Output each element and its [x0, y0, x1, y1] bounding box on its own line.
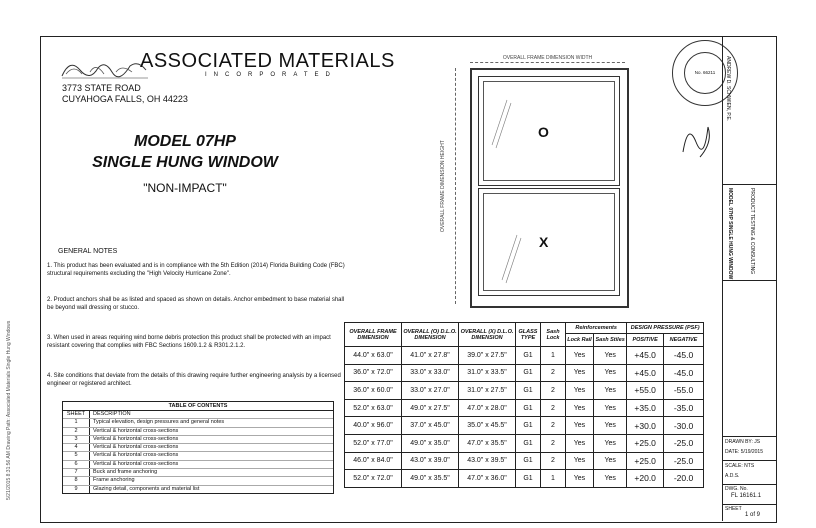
cell: 52.0" x 63.0" [345, 399, 402, 417]
table-row [345, 364, 704, 382]
side-drawing-path: 5/21/2015 8:31:56 AM Drawing Path: Associated Materials Single Hung Windows [6, 320, 12, 500]
cell: 44.0" x 63.0" [345, 347, 402, 365]
cell: Yes [593, 399, 626, 417]
cell: Yes [593, 434, 626, 452]
cell-negative: -20.0 [664, 470, 704, 488]
toc-sheet-no: 6 [63, 461, 90, 468]
table-row [345, 347, 704, 365]
sheet-label: SHEET [725, 506, 742, 512]
cell: G1 [516, 452, 541, 470]
cell: 49.0" x 35.0" [402, 434, 459, 452]
sheet-value: 1 of 9 [745, 512, 761, 518]
toc-row [63, 444, 333, 452]
col-reinforcements: Reinforcements [566, 323, 627, 334]
window-elevation [470, 68, 629, 308]
toc-sheet-no: 7 [63, 469, 90, 476]
cell: Yes [593, 364, 626, 382]
toc-description: Vertical & horizontal cross-sections [93, 452, 179, 459]
cell: 52.0" x 77.0" [345, 434, 402, 452]
toc-row [63, 428, 333, 436]
col-positive: POSITIVE [627, 334, 664, 347]
cell: G1 [516, 417, 541, 435]
height-dimension-label: OVERALL FRAME DIMENSION HEIGHT [440, 140, 446, 232]
cell-positive: +20.0 [627, 470, 664, 488]
address-line-2: CUYAHOGA FALLS, OH 44223 [62, 94, 188, 104]
general-note-1: 1. This product has been evaluated and is in compliance with the 5th Edition (2014) Florida Building Code (FBC) structural requirements excluding the "High Velocity Hurricane Zone". [47, 263, 345, 277]
project-title: MODEL 07HP SINGLE HUNG WINDOW [727, 188, 733, 280]
toc-row [63, 461, 333, 469]
col-negative: NEGATIVE [664, 334, 704, 347]
signature-initials: A.D.S. [725, 473, 740, 479]
company-logo-icon [60, 50, 150, 80]
company-subtitle: INCORPORATED [205, 72, 337, 78]
cell-positive: +30.0 [627, 417, 664, 435]
toc-sheet-no: 9 [63, 486, 90, 493]
cell: 33.0" x 33.0" [402, 364, 459, 382]
toc-header-description: DESCRIPTION [93, 411, 131, 417]
toc-description: Glazing detail, components and material list [93, 485, 200, 492]
cell: Yes [593, 417, 626, 435]
cell: G1 [516, 364, 541, 382]
cell: Yes [566, 417, 594, 435]
toc-header-sheet: SHEET [63, 411, 90, 418]
model-title: MODEL 07HP [134, 133, 236, 150]
cell: 47.0" x 36.0" [459, 470, 516, 488]
cell: 2 [541, 364, 566, 382]
cell: 43.0" x 39.0" [402, 452, 459, 470]
col-sash-stiles: Sash Stiles [593, 334, 626, 347]
cell-negative: -25.0 [664, 452, 704, 470]
cell-positive: +45.0 [627, 347, 664, 365]
cell: 52.0" x 72.0" [345, 470, 402, 488]
cell: 41.0" x 27.8" [402, 347, 459, 365]
toc-description: Buck and frame anchoring [93, 469, 158, 476]
cell: Yes [566, 434, 594, 452]
cell: Yes [566, 399, 594, 417]
cell: 1 [541, 470, 566, 488]
table-row [345, 470, 704, 488]
signature-icon [678, 112, 718, 162]
cell: Yes [593, 470, 626, 488]
cell: 40.0" x 96.0" [345, 417, 402, 435]
col-o-dlo: OVERALL (O) D.L.O. DIMENSION [402, 323, 459, 347]
col-design-pressure: DESIGN PRESSURE (PSF) [627, 323, 704, 334]
width-dimension-label: OVERALL FRAME DIMENSION WIDTH [502, 55, 593, 61]
cell: 47.0" x 28.0" [459, 399, 516, 417]
toc-row [63, 469, 333, 477]
cell: 31.0" x 33.5" [459, 364, 516, 382]
cell: G1 [516, 347, 541, 365]
table-row [345, 399, 704, 417]
toc-sheet-no: 5 [63, 452, 90, 459]
firm-name: PRODUCT TESTING & CONSULTING [749, 188, 755, 275]
title-block-divider [723, 280, 776, 281]
cell: 2 [541, 417, 566, 435]
cell: 36.0" x 72.0" [345, 364, 402, 382]
title-block [722, 36, 776, 521]
title-block-divider [723, 436, 776, 437]
cell-positive: +25.0 [627, 452, 664, 470]
cell: 33.0" x 27.0" [402, 382, 459, 400]
cell: 37.0" x 45.0" [402, 417, 459, 435]
height-dimension-line [455, 68, 456, 304]
drawn-by: DRAWN BY: JS [725, 439, 761, 445]
cell: Yes [566, 452, 594, 470]
impact-rating: "NON-IMPACT" [143, 181, 227, 195]
operable-sash-label: X [539, 234, 549, 250]
toc-description: Vertical & horizontal cross-sections [93, 444, 179, 451]
drawing-scale: SCALE: NTS [725, 463, 755, 469]
toc-sheet-no: 1 [63, 419, 90, 426]
cell: G1 [516, 434, 541, 452]
cell: 2 [541, 434, 566, 452]
engineer-name: ANDREW D. SCHWIEN, P.E. [725, 56, 731, 122]
drawing-date: DATE: 5/19/2015 [725, 449, 763, 455]
cell: G1 [516, 470, 541, 488]
general-note-4: 4. Site conditions that deviate from the details of this drawing require further engineering analysis by a licensed engineer or registered architect. [47, 373, 341, 387]
general-note-3: 3. When used in areas requiring wind borne debris protection this product shall be protected with an impact resistant covering that complies with FBC Sections 1609.1.2 & R301.2.1.2. [47, 335, 331, 349]
cell-positive: +55.0 [627, 382, 664, 400]
cell: 36.0" x 60.0" [345, 382, 402, 400]
dwg-no-value: FL 16161.1 [731, 493, 762, 499]
cell: Yes [593, 452, 626, 470]
col-overall-frame: OVERALL FRAME DIMENSION [345, 323, 402, 347]
toc-description: Vertical & horizontal cross-sections [93, 460, 179, 467]
cell: Yes [566, 382, 594, 400]
dwg-no-label: DWG. No. [725, 486, 748, 492]
cell-negative: -25.0 [664, 434, 704, 452]
toc-description: Typical elevation, design pressures and general notes [93, 419, 225, 426]
toc-sheet-no: 8 [63, 477, 90, 484]
table-row [345, 417, 704, 435]
company-address [62, 83, 188, 105]
cell-negative: -45.0 [664, 347, 704, 365]
cell: Yes [566, 470, 594, 488]
general-note-2: 2. Product anchors shall be as listed and spaced as shown on details. Anchor embedment to base material shall be beyond wall dressing or stucco. [47, 297, 345, 311]
col-lock-rail: Lock Rail [566, 334, 594, 347]
toc-description: Vertical & horizontal cross-sections [93, 427, 179, 434]
cell: G1 [516, 382, 541, 400]
fixed-sash-label: O [538, 124, 549, 140]
toc-title: TABLE OF CONTENTS [63, 402, 333, 411]
col-x-dlo: OVERALL (X) D.L.O. DIMENSION [459, 323, 516, 347]
cell: Yes [593, 382, 626, 400]
title-block-divider [723, 484, 776, 485]
cell: 35.0" x 45.5" [459, 417, 516, 435]
table-row [345, 382, 704, 400]
toc-row [63, 486, 333, 493]
cell: Yes [593, 347, 626, 365]
cell: Yes [566, 364, 594, 382]
table-row [345, 434, 704, 452]
glass-reflection-icon [472, 70, 627, 306]
cell: 31.0" x 27.5" [459, 382, 516, 400]
col-glass-type: GLASS TYPE [516, 323, 541, 347]
toc-description: Frame anchoring [93, 477, 135, 484]
product-title: SINGLE HUNG WINDOW [92, 154, 278, 171]
title-block-divider [723, 460, 776, 461]
toc-description: Vertical & horizontal cross-sections [93, 435, 179, 442]
address-line-1: 3773 STATE ROAD [62, 83, 141, 93]
cell: G1 [516, 399, 541, 417]
cell-negative: -30.0 [664, 417, 704, 435]
cell: Yes [566, 347, 594, 365]
cell: 43.0" x 39.5" [459, 452, 516, 470]
cell: 47.0" x 35.5" [459, 434, 516, 452]
toc-row [63, 436, 333, 444]
spec-header-row [345, 323, 704, 334]
title-block-divider [723, 184, 776, 185]
width-dimension-line [470, 62, 625, 63]
cell-positive: +25.0 [627, 434, 664, 452]
cell: 2 [541, 452, 566, 470]
toc-row [63, 452, 333, 460]
toc-sheet-no: 4 [63, 444, 90, 451]
design-pressure-table [344, 322, 704, 488]
cell-negative: -45.0 [664, 364, 704, 382]
col-sash-lock: Sash Lock [541, 323, 566, 347]
cell: 46.0" x 84.0" [345, 452, 402, 470]
cell: 49.0" x 35.5" [402, 470, 459, 488]
toc-row [63, 419, 333, 427]
company-name: ASSOCIATED MATERIALS [140, 50, 395, 72]
toc-header-row [63, 411, 333, 419]
cell-negative: -35.0 [664, 399, 704, 417]
toc-sheet-no: 2 [63, 428, 90, 435]
seal-license: No. 66211 [694, 70, 716, 75]
toc-sheet-no: 3 [63, 436, 90, 443]
cell: 1 [541, 347, 566, 365]
table-of-contents [62, 401, 334, 494]
cell-positive: +45.0 [627, 364, 664, 382]
toc-row [63, 477, 333, 485]
cell: 2 [541, 399, 566, 417]
cell-negative: -55.0 [664, 382, 704, 400]
cell: 39.0" x 27.5" [459, 347, 516, 365]
cell: 49.0" x 27.5" [402, 399, 459, 417]
cell: 2 [541, 382, 566, 400]
table-row [345, 452, 704, 470]
title-block-divider [723, 504, 776, 505]
cell-positive: +35.0 [627, 399, 664, 417]
general-notes-heading: GENERAL NOTES [58, 248, 118, 255]
